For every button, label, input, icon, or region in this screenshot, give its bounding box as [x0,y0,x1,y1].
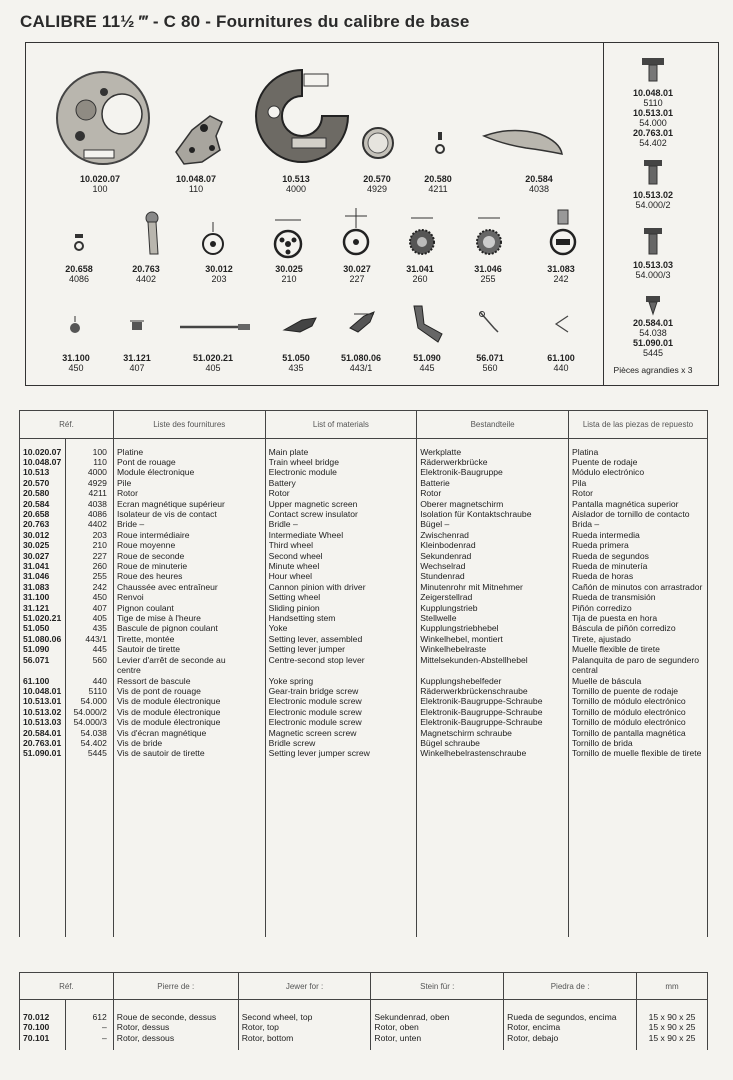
table-cell: 30.027 [23,550,50,561]
table-cell: 4402 [87,519,107,530]
column-header: Réf. [20,411,114,439]
spanish-column [568,438,707,937]
figure-label: 31.041 260 [406,264,434,284]
spacer [23,665,62,675]
table-cell: Cañón de minutos con arrastrador [571,581,703,592]
table-cell: Setting lever jumper screw [268,748,370,759]
table-cell: Sekundenrad, oben [374,1012,450,1022]
table-cell: – [102,1022,107,1033]
table-cell: Platine [116,446,144,457]
hour-wheel-icon [474,214,504,258]
table-cell: Contact screw insulator [268,509,358,519]
table-cell: 612 [92,1012,107,1022]
table-cell: Rotor [571,488,593,499]
table-cell: Vis de module électronique [116,696,221,707]
table-cell: 20.570 [23,477,50,488]
main-plate-icon [52,70,154,166]
table-cell: Train wheel bridge [268,456,339,467]
screw-icon [642,158,664,186]
table-cell: Rotor [420,488,442,499]
screw-label-group: 10.513.02 54.000/2 [632,190,674,210]
table-cell: 51.080.06 [23,633,62,644]
jewels-table [19,972,708,1050]
table-cell: 450 [92,592,107,603]
figure-label: 20.658 4086 [65,264,93,284]
figure-label: 30.025 210 [275,264,303,284]
table-cell: 15 x 90 x 25 [648,1022,696,1033]
screw-icon [644,294,662,316]
table-cell: Elektronik-Baugruppe-Schraube [420,706,543,717]
table-cell: Gear-train bridge screw [268,685,359,696]
table-cell: 15 x 90 x 25 [648,1012,696,1022]
table-cell: 31.083 [23,581,50,592]
column-header: mm [637,973,708,1000]
table-cell: Stellwelle [420,613,457,624]
table-cell: 210 [92,540,107,551]
intermediate-wheel-icon [201,222,225,256]
table-cell: Bügel schraube [420,737,480,748]
figure-label: 30.027 227 [343,264,371,284]
second-wheel-icon [341,208,371,258]
screws-divider [603,42,604,386]
table-cell: 4929 [87,477,107,488]
table-cell: 20.658 [23,509,50,519]
table-cell: Yoke spring [268,675,314,686]
setting-wheel-icon [68,316,82,334]
table-cell: Rueda de transmisión [571,592,656,603]
french-column [113,438,265,937]
table-cell: Tige de mise à l'heure [116,613,201,624]
table-cell: Setting lever jumper [268,644,346,655]
figure-label: 51.090 445 [413,353,441,373]
table-cell: Módulo electrónico [571,467,645,478]
table-cell: 10.513.03 [23,717,62,728]
table-cell: 31.041 [23,561,50,572]
table-cell: Pont de rouage [116,456,176,467]
table-cell: Third wheel [268,540,314,551]
table-cell: Upper magnetic screen [268,498,358,509]
figure-label: 10.020.07 100 [79,174,121,194]
table-cell: Rotor [116,488,138,499]
table-cell: Kupplungstrieb [420,602,478,613]
table-cell: Tija de puesta en hora [571,613,658,624]
figure-label: 30.012 203 [205,264,233,284]
table-cell: Mittelsekunden-Abstellhebel [420,654,528,665]
page-title: CALIBRE 11½ ‴ - C 80 - Fournitures du calibre de base [20,12,470,31]
table-cell: 10.513.02 [23,706,62,717]
table-cell: Pignon coulant [116,602,174,613]
screw-icon [640,56,666,84]
table-cell: 70.012 [23,1012,50,1022]
table-cell: Tornillo de pantalla magnética [571,727,686,738]
screw-label-group: 10.513.03 54.000/3 [632,260,674,280]
table-cell: 5110 [88,685,107,696]
figure-label: 31.121 407 [123,353,151,373]
sliding-pinion-icon [130,318,144,332]
table-cell: Module électronique [116,467,195,478]
table-cell: central [571,665,598,676]
german-column [371,1000,504,1051]
table-cell: Kupplungshebelfeder [420,675,502,686]
table-cell: 70.101 [23,1032,50,1043]
table-cell: Tornillo de muelle flexible de tirete [571,748,702,759]
ref-column [20,438,66,937]
table-cell: Oberer magnetschirm [420,498,504,509]
table-cell: Roue de seconde, dessus [116,1012,217,1022]
table-cell: Ressort de bascule [116,675,191,686]
table-cell: Rueda de segundos [571,550,649,561]
ref-column [20,1000,66,1051]
table-cell: Pile [116,477,132,488]
table-cell: 51.090.01 [23,748,62,759]
figure-label: 20.580 4211 [424,174,452,194]
table-cell: Tornillo de brida [571,737,633,748]
figure-label: 10.048.07 110 [175,174,217,194]
table-cell: Tirette, montée [116,633,175,644]
cannon-pinion-icon [548,208,578,258]
figure-label: 31.083 242 [547,264,575,284]
table-cell: 560 [92,654,107,665]
table-cell: 56.071 [23,654,50,665]
enlargement-note: Pièces agrandies x 3 [613,365,693,375]
table-cell: Magnetic screen screw [268,727,357,738]
table-cell: Hour wheel [268,571,313,582]
table-cell: 54.000 [80,696,107,707]
column-header: Liste des fournitures [113,411,265,439]
table-cell: 4000 [87,467,107,478]
number-column [65,1000,113,1051]
table-cell: Rueda primera [571,540,629,551]
table-cell: Vis de module électronique [116,706,221,717]
table-cell: 70.100 [23,1022,50,1033]
table-cell: Zwischenrad [420,529,469,540]
table-cell: Tornillo de módulo electrónico [571,696,686,707]
table-cell: Bügel – [420,519,450,530]
table-cell: Aislador de tornillo de contacto [571,509,690,519]
number-column [65,438,113,937]
table-cell: Werkplatte [420,446,462,457]
table-cell: Rueda de minutería [571,561,648,572]
table-cell: 407 [92,602,107,613]
table-cell: 10.048.07 [23,456,62,467]
table-cell: Tornillo de módulo electrónico [571,706,686,717]
table-cell: Isolateur de vis de contact [116,509,217,519]
table-cell: Kupplungstriebhebel [420,623,499,634]
figure-label: 20.763 4402 [132,264,160,284]
screw-label-group: 10.048.01 5110 10.513.01 54.000 20.763.01 54.402 [632,88,674,148]
table-cell: Räderwerkbrückenschraube [420,685,528,696]
figure-label: 56.071 560 [476,353,504,373]
spacer [69,665,107,675]
table-cell: Kleinbodenrad [420,540,476,551]
table-cell: Tornillo de puente de rodaje [571,685,679,696]
table-cell: Intermediate Wheel [268,529,344,540]
table-cell: 30.012 [23,529,50,540]
table-cell: Platina [571,446,599,457]
table-cell: Second wheel [268,550,323,561]
column-header: Pierre de : [113,973,238,1000]
table-cell: 54.038 [80,727,107,738]
table-cell: 10.020.07 [23,446,62,457]
figure-label: 20.570 4929 [363,174,391,194]
table-cell: Tornillo de módulo electrónico [571,717,686,728]
table-cell: 31.100 [23,592,50,603]
table-cell: Puente de rodaje [571,456,638,467]
table-cell: 51.020.21 [23,613,62,624]
table-cell: 20.584.01 [23,727,62,738]
table-cell: Winkelhebelrastenschraube [420,748,527,759]
figure-label: 51.050 435 [282,353,310,373]
table-cell: Roue de seconde [116,550,185,561]
train-wheel-bridge-icon [172,110,228,168]
table-cell: Vis de pont de rouage [116,685,201,696]
yoke-spring-icon [552,314,570,334]
column-header: Bestandteile [417,411,569,439]
table-cell: – [102,1032,107,1043]
table-cell: 4086 [87,509,107,519]
table-cell: 227 [92,550,107,561]
column-header: Jewer for : [238,973,371,1000]
english-column [238,1000,371,1051]
table-cell: Setting wheel [268,592,321,603]
table-cell: 54.000/2 [73,706,107,717]
table-cell: 435 [92,623,107,634]
contact-screw-insulator-icon [72,232,86,252]
table-cell: Zeigerstellrad [420,592,473,603]
table-cell: Tirete, ajustado [571,633,631,644]
table-cell: 4038 [87,498,107,509]
table-cell: Elektronik-Baugruppe [420,467,503,478]
table-cell: Stundenrad [420,571,465,582]
column-header: Réf. [20,973,114,1000]
table-cell: Räderwerkbrücke [420,456,488,467]
table-cell: 440 [92,675,107,686]
table-cell: Rotor, dessus [116,1022,170,1033]
figure-label: 51.020.21 405 [192,353,234,373]
table-cell: Isolation für Kontaktschraube [420,509,532,519]
table-cell: 51.090 [23,644,50,655]
table-cell: Rotor, debajo [507,1032,559,1043]
table-cell: Bride – [116,519,145,530]
table-cell: Piñón corredizo [571,602,632,613]
table-cell: Vis de sautoir de tirette [116,748,205,759]
table-cell: 31.046 [23,571,50,582]
table-cell: Rotor [268,488,290,499]
spacer [420,665,565,675]
table-cell: 54.402 [80,737,107,748]
table-cell: 5445 [87,748,107,759]
setting-lever-jumper-icon [408,304,446,344]
table-cell: 445 [92,644,107,655]
setting-lever-icon [346,308,378,334]
table-cell: Setting lever, assembled [268,633,363,644]
table-cell: Yoke [268,623,288,634]
table-cell: Electronic module screw [268,706,362,717]
table-cell: 260 [92,561,107,572]
table-cell: 20.763.01 [23,737,62,748]
table-cell: Pantalla magnética superior [571,498,679,509]
table-cell: Winkelhebel, montiert [420,633,503,644]
figure-label: 20.584 4038 [525,174,553,194]
table-cell: 203 [92,529,107,540]
table-cell: Sekundenrad [420,550,472,561]
third-wheel-icon [273,214,303,260]
table-cell: Handsetting stem [268,613,336,624]
centre-second-stop-lever-icon [478,310,500,334]
english-column [265,438,417,937]
table-cell: Winkelhebelraste [420,644,487,655]
table-cell: 51.050 [23,623,50,634]
table-cell: 4211 [88,488,107,499]
battery-icon [361,126,395,160]
figure-label: 31.100 450 [62,353,90,373]
table-cell: Elektronik-Baugruppe-Schraube [420,696,543,707]
column-header: Stein für : [371,973,504,1000]
table-cell: 443/1 [85,633,107,644]
table-cell: Rueda intermedia [571,529,640,540]
table-cell: Roue de minuterie [116,561,188,572]
bridle-icon [138,210,166,256]
table-cell: Minutenrohr mit Mitnehmer [420,581,523,592]
table-cell: Minute wheel [268,561,320,572]
spacer [269,665,414,675]
table-cell: Vis d'écran magnétique [116,727,207,738]
column-header: Piedra de : [504,973,637,1000]
table-cell: 242 [92,581,107,592]
electronic-module-icon [252,66,352,166]
table-cell: 10.048.01 [23,685,62,696]
table-cell: Bridle – [268,519,298,530]
column-header: Lista de las piezas de repuesto [568,411,707,439]
table-cell: Batterie [420,477,450,488]
table-cell: Wechselrad [420,561,466,572]
table-cell: 10.513 [23,467,50,478]
table-cell: Roue moyenne [116,540,176,551]
table-cell: Rotor, unten [374,1032,422,1043]
table-cell: Palanquita de paro de segundero [571,654,700,665]
table-cell: 255 [92,571,107,582]
table-cell: 15 x 90 x 25 [648,1032,696,1043]
table-cell: Sliding pinion [268,602,320,613]
table-cell: Renvoi [116,592,144,603]
handsetting-stem-icon [178,322,252,332]
table-cell: 30.025 [23,540,50,551]
minute-wheel-icon [407,214,437,258]
table-cell: 20.580 [23,488,50,499]
dimension-column [637,1000,708,1051]
table-cell: Levier d'arrêt de seconde au [116,654,226,665]
screw-label-group: 20.584.01 54.038 51.090.01 5445 [632,318,674,358]
table-cell: 10.513.01 [23,696,62,707]
table-cell: Roue intermédiaire [116,529,190,540]
figure-label: 61.100 440 [547,353,575,373]
table-cell: Vis de bride [116,737,163,748]
table-cell: centre [116,665,141,676]
french-column [113,1000,238,1051]
table-cell: Second wheel, top [241,1012,313,1022]
table-cell: Main plate [268,446,309,457]
table-cell: 31.121 [23,602,50,613]
table-cell: Centre-second stop lever [268,654,365,665]
table-cell: Muelle flexible de tirete [571,644,660,655]
table-cell: 405 [92,613,107,624]
table-cell: Rotor, dessous [116,1032,175,1043]
spanish-column [504,1000,637,1051]
table-cell: 20.763 [23,519,50,530]
table-cell: Bridle screw [268,737,316,748]
table-cell: Electronic module screw [268,717,362,728]
screw-icon [642,226,664,256]
table-cell: Chaussée avec entraîneur [116,581,218,592]
figure-label: 31.046 255 [474,264,502,284]
table-cell: Cannon pinion with driver [268,581,366,592]
table-cell: Vis de module électronique [116,717,221,728]
yoke-icon [282,314,318,336]
table-cell: Pila [571,477,587,488]
table-cell: 54.000/3 [73,717,107,728]
rotor-icon [433,130,447,156]
figure-label: 10.513 4000 [282,174,310,194]
figure-label: 51.080.06 443/1 [340,353,382,373]
table-cell: Brida – [571,519,600,530]
table-cell: 20.584 [23,498,50,509]
table-cell: Rueda de segundos, encima [507,1012,617,1022]
table-cell: Elektronik-Baugruppe-Schraube [420,717,543,728]
table-cell: Sautoir de tirette [116,644,180,655]
table-cell: Muelle de báscula [571,675,642,686]
upper-magnetic-screen-icon [482,124,564,158]
table-cell: Rotor, oben [374,1022,419,1033]
table-cell: 100 [92,446,107,457]
table-cell: Báscula de piñón corredizo [571,623,676,634]
table-cell: Rotor, bottom [241,1032,294,1043]
german-column [417,438,569,937]
table-cell: Rueda de horas [571,571,634,582]
table-cell: Ecran magnétique supérieur [116,498,225,509]
table-cell: Roue des heures [116,571,183,582]
table-cell: 110 [93,456,107,467]
table-cell: 61.100 [23,675,50,686]
table-cell: Bascule de pignon coulant [116,623,218,634]
materials-table [19,410,708,937]
table-cell: Rotor, encima [507,1022,561,1033]
column-header: List of materials [265,411,417,439]
table-cell: Magnetschirm schraube [420,727,512,738]
table-cell: Electronic module screw [268,696,362,707]
table-cell: Electronic module [268,467,337,478]
table-cell: Rotor, top [241,1022,279,1033]
table-cell: Battery [268,477,296,488]
